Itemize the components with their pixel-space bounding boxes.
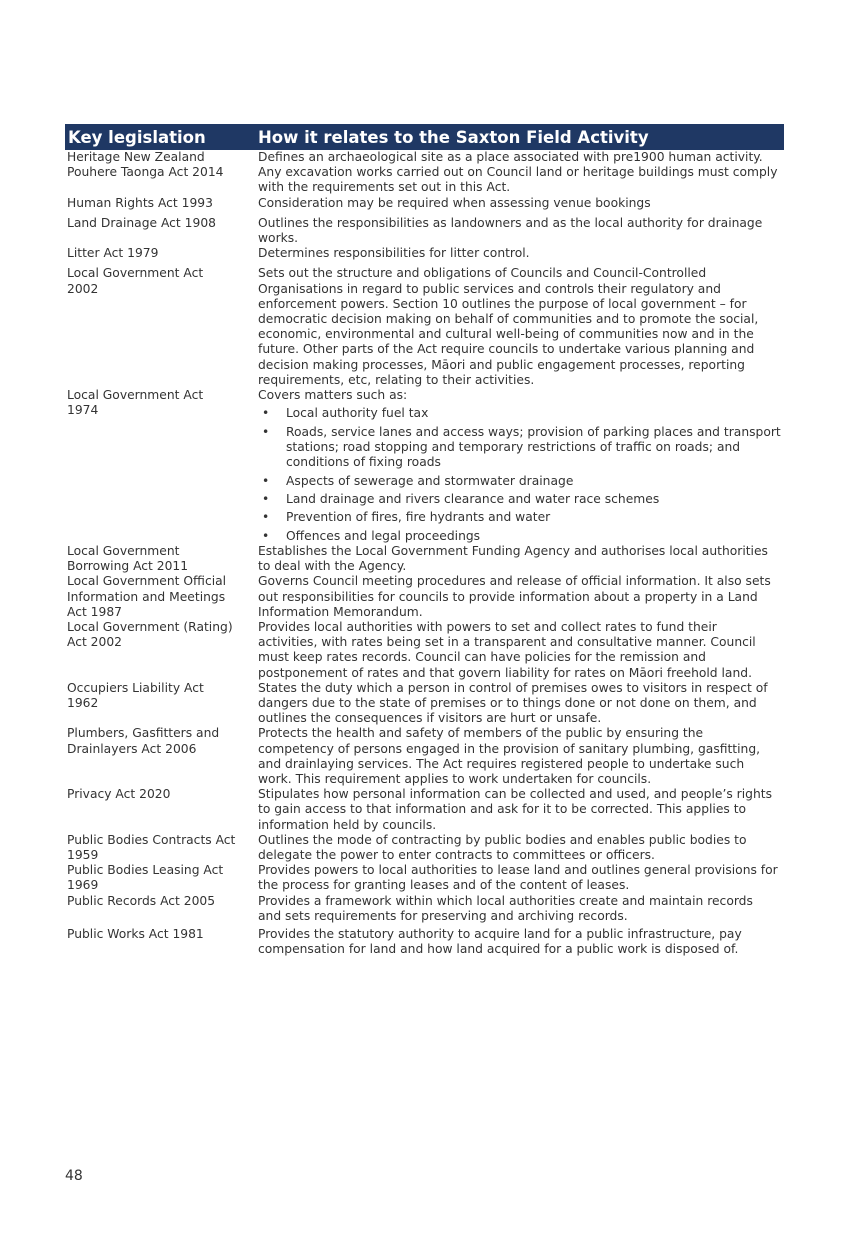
legislation-name xyxy=(65,894,258,924)
desc-line: Stipulates how personal information can be collected and used, and people’s rights xyxy=(258,787,772,802)
name-line: 1959 xyxy=(67,848,99,863)
name-line: Drainlayers Act 2006 xyxy=(67,741,197,756)
legislation-name xyxy=(65,726,258,787)
legislation-name xyxy=(65,266,258,388)
desc-line: Consideration may be required when assessing venue bookings xyxy=(258,195,651,210)
table-row xyxy=(65,388,784,544)
table-row xyxy=(65,196,784,211)
name-line: Heritage New Zealand xyxy=(67,150,205,164)
name-line: Local Government xyxy=(67,544,180,558)
desc-line: delegate the power to enter contracts to committees or officers. xyxy=(258,848,655,863)
name-line: Plumbers, Gasfitters and xyxy=(67,726,220,741)
desc-line: Organisations in regard to public services and controls their regulatory and xyxy=(258,281,721,296)
header-how-it-relates: How it relates to the Saxton Field Activity xyxy=(258,127,649,147)
desc-line: outlines the consequences if visitors are hurt or unsafe. xyxy=(258,711,602,726)
desc-line: with the requirements set out in this Act. xyxy=(258,180,511,195)
legislation-description xyxy=(258,246,784,261)
table-row xyxy=(65,927,784,957)
desc-line: activities, with rates being set in a transparent and consultative manner. Council xyxy=(258,635,756,650)
legislation-description xyxy=(258,894,784,924)
legislation-description xyxy=(258,726,784,787)
bullet-line: Local authority fuel tax xyxy=(286,406,429,421)
desc-line: Information Memorandum. xyxy=(258,604,423,619)
legislation-description xyxy=(258,620,784,681)
desc-line: enforcement powers. Section 10 outlines the purpose of local government – for xyxy=(258,296,747,311)
list-item xyxy=(258,529,784,544)
desc-line: competency of persons engaged in the provision of sanitary plumbing, gasfitting, xyxy=(258,741,761,756)
name-line: Privacy Act 2020 xyxy=(67,787,171,802)
name-line: 1974 xyxy=(67,403,99,418)
legislation-name xyxy=(65,388,258,544)
table-row xyxy=(65,266,784,388)
desc-line: States the duty which a person in control of premises owes to visitors in respect of xyxy=(258,680,768,695)
desc-line: dangers due to the state of premises or to things done or not done on them, and xyxy=(258,696,757,711)
bullet-line: Offences and legal proceedings xyxy=(286,528,481,543)
table-row xyxy=(65,726,784,787)
legislation-table xyxy=(65,124,784,957)
legislation-name xyxy=(65,863,258,893)
desc-line: requirements, etc, relating to their activities. xyxy=(258,372,535,387)
legislation-name xyxy=(65,150,258,196)
legislation-name xyxy=(65,196,258,211)
table-row xyxy=(65,246,784,261)
desc-line: Protects the health and safety of members of the public by ensuring the xyxy=(258,726,704,741)
name-line: Borrowing Act 2011 xyxy=(67,559,189,574)
name-line: 1969 xyxy=(67,878,99,893)
desc-line: to gain access to that information and ask for it to be corrected. This applies to xyxy=(258,802,747,817)
name-line: Human Rights Act 1993 xyxy=(67,195,213,210)
desc-line: work. This requirement applies to work undertaken for councils. xyxy=(258,772,652,787)
bullet-line: and conditions of fixing roads xyxy=(286,440,741,470)
table-row xyxy=(65,681,784,727)
name-line: Act 2002 xyxy=(67,635,122,650)
table-row xyxy=(65,833,784,863)
name-line: Land Drainage Act 1908 xyxy=(67,215,216,230)
legislation-name xyxy=(65,216,258,246)
name-line: Litter Act 1979 xyxy=(67,246,159,261)
legislation-name xyxy=(65,574,258,620)
legislation-name xyxy=(65,787,258,833)
desc-line: democratic decision making on behalf of communities and to promote the social, xyxy=(258,312,759,327)
name-line: 1962 xyxy=(67,696,99,711)
table-row xyxy=(65,863,784,893)
name-line: Act 1987 xyxy=(67,604,122,619)
legislation-name xyxy=(65,681,258,727)
table-row xyxy=(65,894,784,924)
legislation-description xyxy=(258,388,784,544)
name-line: Public Works Act 1981 xyxy=(67,927,204,942)
bullet-line: Land drainage and rivers clearance and water race schemes xyxy=(286,492,660,507)
legislation-description xyxy=(258,833,784,863)
legislation-description xyxy=(258,216,784,246)
desc-line: Provides powers to local authorities to lease land and outlines general provisions for xyxy=(258,863,778,878)
legislation-description xyxy=(258,863,784,893)
legislation-name xyxy=(65,246,258,261)
desc-line: to deal with the Agency. xyxy=(258,559,407,574)
desc-line: Sets out the structure and obligations of Councils and Council-Controlled xyxy=(258,266,707,281)
name-line: Local Government Act xyxy=(67,388,204,403)
page-number: 48 xyxy=(65,1168,83,1184)
table-row xyxy=(65,216,784,246)
desc-line: Provides the statutory authority to acquire land for a public infrastructure, pay xyxy=(258,927,742,942)
list-item xyxy=(258,474,784,489)
bullet-line: transport stations; road stopping and temporary restrictions of traffic on roads; xyxy=(286,424,781,455)
list-item xyxy=(258,510,784,525)
name-line: Local Government Act xyxy=(67,266,204,281)
desc-line: out responsibilities for councils to provide information about a property in a Land xyxy=(258,589,758,604)
legislation-description xyxy=(258,927,784,957)
desc-line: Establishes the Local Government Funding Agency and authorises local authorities xyxy=(258,544,768,558)
legislation-description xyxy=(258,681,784,727)
table-row xyxy=(65,787,784,833)
table-row xyxy=(65,150,784,196)
legislation-description xyxy=(258,266,784,388)
desc-line: works. xyxy=(258,231,299,246)
name-line: 2002 xyxy=(67,281,99,296)
list-item xyxy=(258,492,784,507)
desc-line: postponement of rates and that govern liability for rates on Māori freehold land. xyxy=(258,665,752,680)
desc-line: Outlines the responsibilities as landowners and as the local authority for drainage xyxy=(258,215,763,230)
desc-line: Provides a framework within which local authorities create and maintain records xyxy=(258,893,753,908)
table-row xyxy=(65,620,784,681)
legislation-description xyxy=(258,544,784,574)
table-row xyxy=(65,544,784,574)
legislation-description xyxy=(258,196,784,211)
desc-line: Determines responsibilities for litter control. xyxy=(258,246,530,261)
desc-line: and drainlaying services. The Act requires registered people to undertake such xyxy=(258,756,745,771)
desc-line: Governs Council meeting procedures and release of official information. It also sets xyxy=(258,574,771,589)
desc-line: the process for granting leases and of the content of leases. xyxy=(258,878,630,893)
desc-line: future. Other parts of the Act require councils to undertake various planning and xyxy=(258,342,755,357)
list-item xyxy=(258,406,784,421)
legislation-name xyxy=(65,927,258,957)
bullet-line: Roads, service lanes and access ways; provision of parking places and xyxy=(286,424,720,439)
name-line: Information and Meetings xyxy=(67,589,226,604)
desc-line: economic, environmental and cultural well-being of communities now and in the xyxy=(258,327,754,342)
name-line: Occupiers Liability Act xyxy=(67,680,204,695)
desc-line: information held by councils. xyxy=(258,817,437,832)
desc-line: Any excavation works carried out on Council land or heritage buildings must comply xyxy=(258,165,778,180)
desc-line: Covers matters such as: xyxy=(258,388,408,403)
bullet-line: Aspects of sewerage and stormwater drainage xyxy=(286,473,574,488)
bullet-line: Prevention of fires, fire hydrants and water xyxy=(286,510,551,525)
table-row xyxy=(65,574,784,620)
legislation-description xyxy=(258,787,784,833)
name-line: Local Government Official xyxy=(67,574,227,589)
legislation-description xyxy=(258,150,784,196)
name-line: Public Bodies Leasing Act xyxy=(67,863,224,878)
desc-line: Outlines the mode of contracting by public bodies and enables public bodies to xyxy=(258,832,747,847)
legislation-name xyxy=(65,544,258,574)
desc-line: Defines an archaeological site as a place associated with pre1900 human activity. xyxy=(258,150,763,164)
name-line: Local Government (Rating) xyxy=(67,620,233,635)
table-header xyxy=(65,124,784,150)
name-line: Public Bodies Contracts Act xyxy=(67,832,236,847)
desc-line: compensation for land and how land acquired for a public work is disposed of. xyxy=(258,942,739,957)
desc-line: Provides local authorities with powers to set and collect rates to fund their xyxy=(258,620,717,635)
desc-line: must keep rates records. Council can have policies for the remission and xyxy=(258,650,706,665)
legislation-name xyxy=(65,620,258,681)
desc-line: and sets requirements for preserving and archiving records. xyxy=(258,908,628,923)
name-line: Public Records Act 2005 xyxy=(67,893,216,908)
legislation-description xyxy=(258,574,784,620)
name-line: Pouhere Taonga Act 2014 xyxy=(67,165,224,180)
matters-list xyxy=(258,406,784,544)
legislation-name xyxy=(65,833,258,863)
header-key-legislation: Key legislation xyxy=(68,127,206,147)
desc-line: decision making processes, Māori and public engagement processes, reporting xyxy=(258,357,745,372)
list-item xyxy=(258,425,784,471)
